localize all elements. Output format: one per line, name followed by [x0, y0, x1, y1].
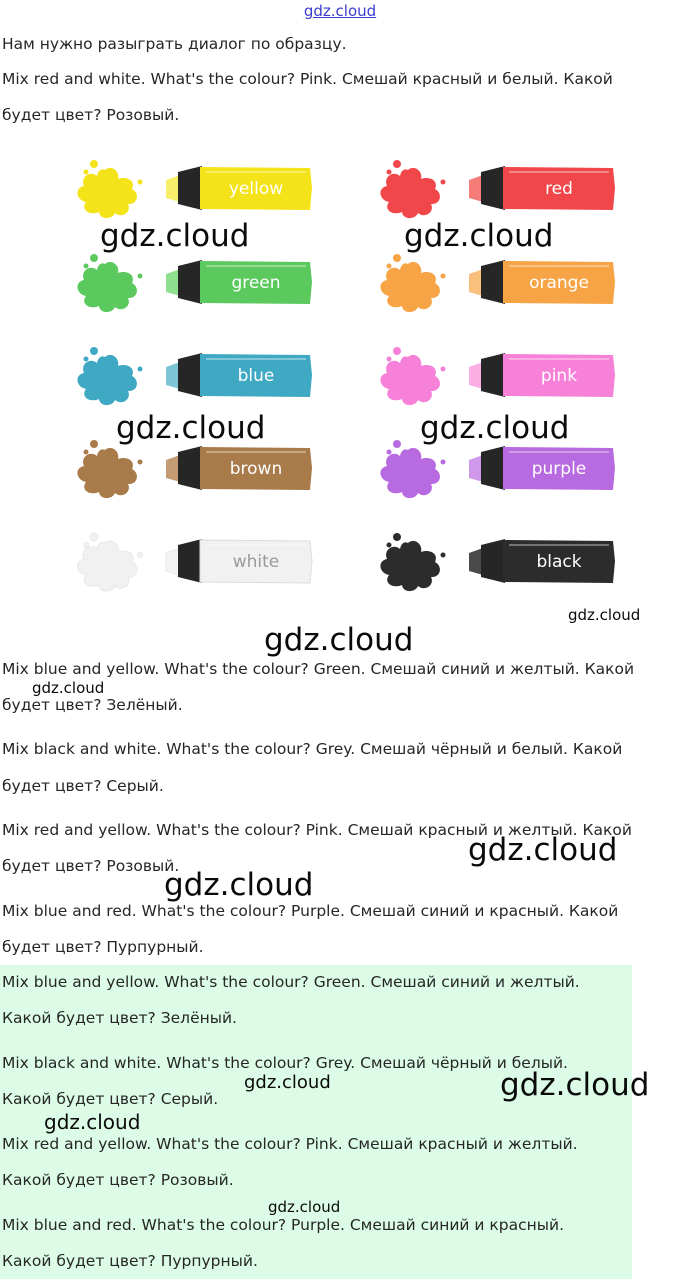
marker-collar — [481, 166, 505, 210]
dialogue-1-line-1: Mix blue and yellow. What's the colour? Green. Смешай синий и желтый. Какой — [2, 660, 635, 678]
marker-tip — [469, 175, 483, 202]
watermark: gdz.cloud — [116, 410, 266, 446]
dialogue-4-line-2: будет цвет? Пурпурный. — [2, 938, 204, 956]
answer-4-line-1: Mix blue and red. What's the colour? Purple. Смешай синий и красный. — [2, 1216, 564, 1234]
splash-drop — [90, 347, 98, 355]
splash-drop — [90, 440, 98, 448]
splash-drop — [138, 553, 143, 558]
marker-collar — [178, 166, 202, 210]
splash-drop — [387, 543, 392, 548]
marker-collar — [481, 353, 505, 397]
watermark: gdz.cloud — [268, 1198, 341, 1216]
marker-label: black — [536, 552, 582, 572]
dialogue-3-line-1: Mix red and yellow. What's the colour? Pink. Смешай красный и желтый. Какой — [2, 821, 632, 839]
marker-tip — [469, 548, 483, 575]
dialogue-4-line-1: Mix blue and red. What's the colour? Purple. Смешай синий и красный. Какой — [2, 902, 619, 920]
splash-drop — [84, 543, 89, 548]
dialogue-2-line-2: будет цвет? Серый. — [2, 777, 164, 795]
splash-drop — [90, 533, 98, 541]
answer-2-line-1: Mix black and white. What's the colour? Grey. Смешай чёрный и белый. — [2, 1054, 568, 1072]
splash-drop — [441, 553, 446, 558]
answer-3-line-1: Mix red and yellow. What's the colour? Pink. Смешай красный и желтый. — [2, 1135, 578, 1153]
splash-drop — [138, 367, 143, 372]
marker-label: red — [545, 179, 573, 199]
splash-yellow — [77, 168, 137, 218]
splash-drop — [84, 357, 89, 362]
marker-label: green — [231, 273, 281, 293]
splash-white — [77, 541, 137, 591]
marker-tip — [469, 269, 483, 296]
watermark: gdz.cloud — [32, 679, 105, 697]
watermark: gdz.cloud — [164, 867, 314, 903]
answer-3-line-2: Какой будет цвет? Розовый. — [2, 1171, 234, 1189]
splash-drop — [84, 264, 89, 269]
splash-orange — [380, 262, 440, 312]
watermark: gdz.cloud — [568, 606, 641, 624]
example-line-2: будет цвет? Розовый. — [2, 106, 180, 124]
splash-drop — [387, 264, 392, 269]
splash-drop — [441, 274, 446, 279]
splash-drop — [441, 367, 446, 372]
splash-pink — [380, 355, 440, 405]
marker-black — [380, 533, 615, 591]
splash-drop — [387, 357, 392, 362]
splash-drop — [393, 440, 401, 448]
splash-drop — [138, 460, 143, 465]
marker-label: purple — [531, 459, 587, 479]
splash-drop — [90, 254, 98, 262]
marker-green — [77, 254, 312, 312]
example-line-1: Mix red and white. What's the colour? Pink. Смешай красный и белый. Какой — [2, 70, 613, 88]
splash-blue — [77, 355, 137, 405]
marker-tip — [469, 362, 483, 389]
marker-collar — [178, 353, 202, 397]
marker-red — [380, 160, 615, 218]
marker-tip — [166, 175, 180, 202]
watermark: gdz.cloud — [468, 832, 618, 868]
splash-green — [77, 262, 137, 312]
marker-label: orange — [529, 273, 589, 293]
marker-orange — [380, 254, 615, 312]
marker-yellow — [77, 160, 312, 218]
splash-drop — [387, 170, 392, 175]
marker-tip — [166, 455, 180, 482]
marker-label: brown — [229, 459, 283, 479]
marker-label: pink — [540, 366, 578, 386]
splash-drop — [84, 450, 89, 455]
splash-drop — [393, 533, 401, 541]
splash-drop — [441, 180, 446, 185]
marker-collar — [481, 446, 505, 490]
marker-label: yellow — [228, 179, 284, 199]
watermark: gdz.cloud — [420, 410, 570, 446]
marker-collar — [178, 260, 202, 304]
marker-tip — [166, 362, 180, 389]
splash-drop — [138, 180, 143, 185]
splash-drop — [387, 450, 392, 455]
answer-1-line-1: Mix blue and yellow. What's the colour? Green. Смешай синий и желтый. — [2, 973, 580, 991]
watermark: gdz.cloud — [500, 1067, 650, 1103]
watermark: gdz.cloud — [100, 218, 250, 254]
marker-pink — [380, 347, 615, 405]
dialogue-2-line-1: Mix black and white. What's the colour? Grey. Смешай чёрный и белый. Какой — [2, 740, 623, 758]
marker-collar — [481, 260, 505, 304]
marker-label: blue — [237, 366, 275, 386]
marker-collar — [481, 539, 505, 583]
splash-drop — [393, 347, 401, 355]
marker-blue — [77, 347, 312, 405]
watermark: gdz.cloud — [264, 622, 414, 658]
marker-collar — [178, 446, 202, 490]
splash-drop — [90, 160, 98, 168]
marker-tip — [166, 269, 180, 296]
splash-drop — [441, 460, 446, 465]
site-link[interactable]: gdz.cloud — [303, 2, 377, 20]
marker-purple — [380, 440, 615, 498]
answer-2-line-2: Какой будет цвет? Серый. — [2, 1090, 219, 1108]
splash-brown — [77, 448, 137, 498]
marker-collar — [178, 539, 202, 583]
splash-purple — [380, 448, 440, 498]
dialogue-1-line-2: будет цвет? Зелёный. — [2, 696, 183, 714]
splash-red — [380, 168, 440, 218]
splash-drop — [393, 160, 401, 168]
watermark: gdz.cloud — [404, 218, 554, 254]
dialogue-3-line-2: будет цвет? Розовый. — [2, 857, 180, 875]
splash-black — [380, 541, 440, 591]
marker-white — [77, 533, 312, 591]
splash-drop — [84, 170, 89, 175]
splash-drop — [138, 274, 143, 279]
marker-brown — [77, 440, 312, 498]
watermark: gdz.cloud — [44, 1110, 141, 1134]
intro-text: Нам нужно разыграть диалог по образцу. — [2, 35, 347, 53]
marker-tip — [166, 548, 180, 575]
marker-label: white — [232, 552, 280, 572]
splash-drop — [393, 254, 401, 262]
marker-tip — [469, 455, 483, 482]
watermark: gdz.cloud — [244, 1072, 331, 1093]
answer-1-line-2: Какой будет цвет? Зелёный. — [2, 1009, 237, 1027]
answer-4-line-2: Какой будет цвет? Пурпурный. — [2, 1252, 258, 1270]
